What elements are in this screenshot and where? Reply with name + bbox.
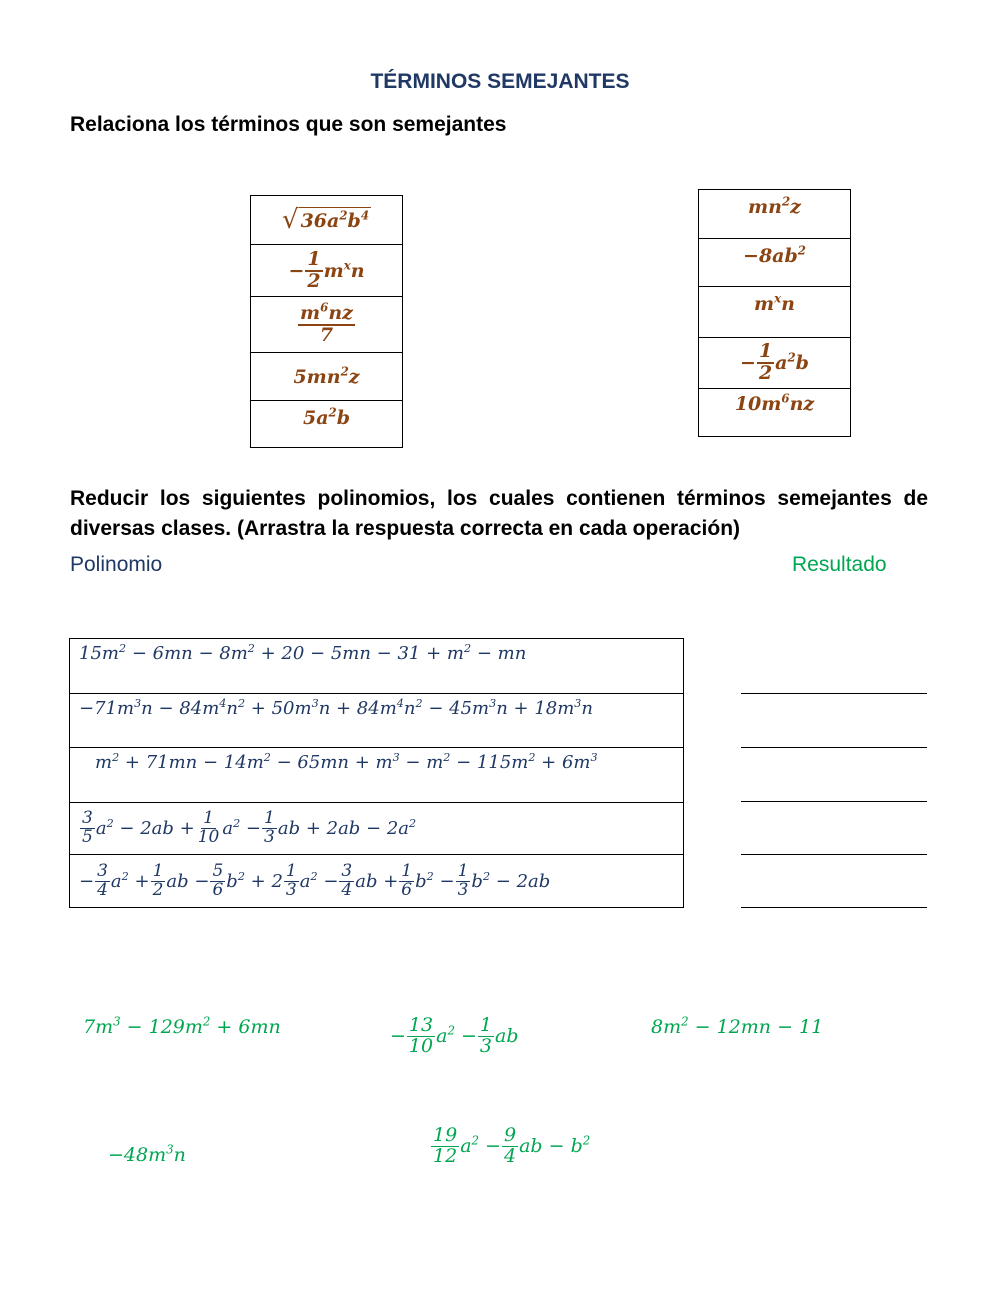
instruction-match: Relaciona los términos que son semejantes xyxy=(70,113,507,136)
polynomial-row: $m^2 + 71mn - 14m^2 - 65mn + m^3 - m^2 - 115m^2 + 6m^3$ xyxy=(70,747,683,802)
left-term[interactable]: $5mn^2z$ xyxy=(251,352,402,400)
answer-drop-slot[interactable] xyxy=(741,693,927,694)
draggable-answer[interactable]: $7m^3 - 129m^2 + 6mn$ xyxy=(83,1014,281,1038)
left-term[interactable]: √ $36a^2b^4$ xyxy=(281,205,369,235)
draggable-answer[interactable]: $8m^2 - 12mn - 11$ xyxy=(651,1014,824,1038)
left-term[interactable]: $5a^2b$ xyxy=(251,400,402,447)
answer-drop-slot[interactable] xyxy=(741,854,927,855)
column-header-polynomial: Polinomio xyxy=(70,553,163,576)
page-title: TÉRMINOS SEMEJANTES xyxy=(370,70,630,93)
right-term[interactable]: $-8ab^2$ xyxy=(699,238,850,286)
left-term[interactable]: − $\frac{1}{2}$ $m^xn$ xyxy=(251,244,402,296)
draggable-answer[interactable]: − $\frac{13}{10}$ $a^2$ − $\frac{1}{3}$ ab xyxy=(390,1014,519,1057)
right-terms-table xyxy=(698,189,851,437)
polynomial-row: − $\frac{3}{4}$ $a^2$ + $\frac{1}{2}$ ab − $\frac{5}{6}$ $b^2 + 2$ $\frac{1}{3}$ $a^2$ − $\frac{3}{4}$ ab + $\frac{1}{6}$ $b^2$ − $\frac{1}{3}$ $b^2 - 2ab$ xyxy=(70,854,683,907)
answer-drop-slot[interactable] xyxy=(741,747,927,748)
right-term[interactable]: $10m^6nz$ xyxy=(699,388,850,436)
answer-drop-slot[interactable] xyxy=(741,907,927,908)
column-header-result: Resultado xyxy=(792,553,887,576)
instruction-reduce: Reducir los siguientes polinomios, los cuales contienen términos semejantes de diversas clases. (Arrastra la respuesta correcta en cada operación) xyxy=(70,487,928,540)
draggable-answer[interactable]: $\frac{19}{12}$ $a^2$ − $\frac{9}{4}$ ab − $b^2$ xyxy=(433,1124,591,1167)
answer-drop-slot[interactable] xyxy=(741,801,927,802)
right-term[interactable]: $mn^2z$ xyxy=(748,194,801,218)
polynomial-table xyxy=(69,638,684,908)
right-term[interactable]: $m^xn$ xyxy=(699,286,850,337)
polynomial-row: $15m^2 - 6mn - 8m^2 + 20 - 5mn - 31 + m^2$ − mn xyxy=(79,641,527,664)
polynomial-row: $\frac{3}{5}$ $a^2 - 2ab$ + $\frac{1}{10}$ $a^2$ − $\frac{1}{3}$ ab + $2ab - 2a^2$ xyxy=(70,802,683,854)
polynomial-row: $-71m^3n - 84m^4n^2 + 50m^3n + 84m^4n^2 - 45m^3n + 18m^3n$ xyxy=(70,693,683,747)
left-terms-table xyxy=(250,195,403,448)
draggable-answer[interactable]: $-48m^3n$ xyxy=(108,1142,186,1166)
right-term[interactable]: − $\frac{1}{2}$ $a^2b$ xyxy=(699,337,850,388)
left-term[interactable]: $\frac{m^6nz}{7}$ xyxy=(251,296,402,352)
